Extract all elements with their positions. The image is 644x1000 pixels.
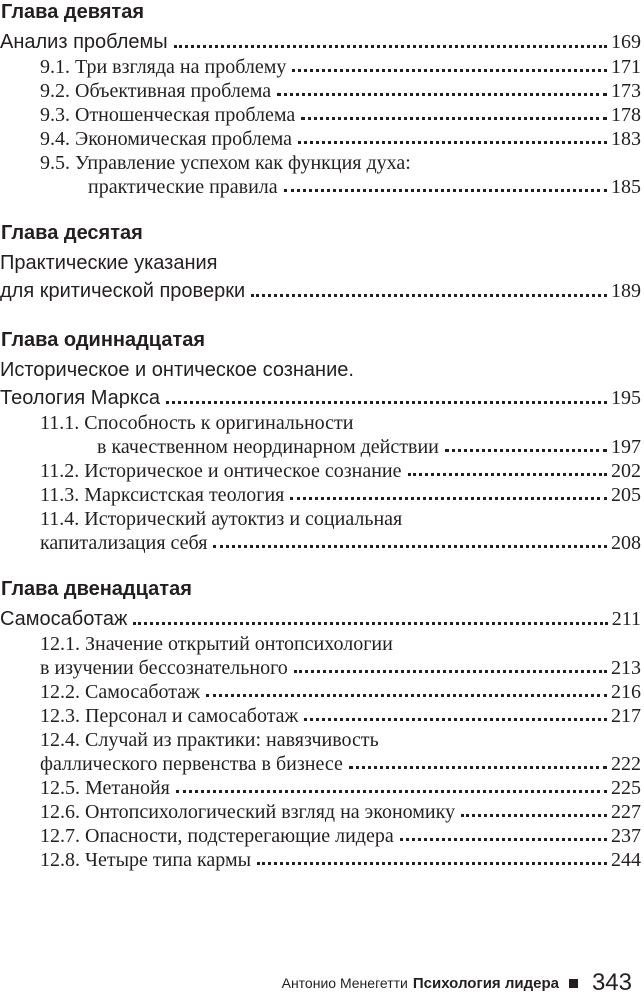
leader-dots (301, 117, 607, 120)
toc-entry-line (0, 150, 641, 174)
entry-title: Анализ проблемы (0, 31, 168, 53)
chapter-heading: Глава девятая (1, 1, 144, 23)
toc-entry (0, 458, 641, 482)
entry-title-continued: фаллического первенства в бизнесе (40, 753, 343, 775)
entry-title: Практические указания (0, 252, 218, 274)
chapter-heading: Глава одиннадцатая (1, 329, 206, 351)
leader-dots (292, 69, 607, 72)
entry-title: Самосаботаж (0, 608, 128, 630)
toc-entry (0, 174, 641, 198)
footer-book-title: Психология лидера (412, 974, 559, 992)
toc-entry (0, 26, 641, 54)
entry-page: 227 (611, 801, 641, 823)
leader-dots (445, 449, 607, 452)
toc-entry-line (0, 410, 641, 434)
entry-page: 222 (611, 753, 641, 775)
toc-entry (0, 799, 641, 823)
entry-title: 12.8. Четыре типа кармы (40, 849, 252, 871)
leader-dots (408, 473, 607, 476)
entry-page: 183 (611, 128, 641, 150)
page-footer (282, 966, 632, 1000)
leader-dots (133, 622, 607, 625)
entry-page: 202 (611, 460, 641, 482)
entry-title: 9.1. Три взгляда на проблему (40, 56, 287, 78)
entry-page: 169 (611, 31, 641, 53)
entry-title: 11.2. Историческое и онтическое сознание (40, 460, 402, 482)
entry-title: 11.3. Марксистская теология (40, 484, 285, 506)
entry-page: 189 (611, 280, 641, 302)
leader-dots (257, 862, 607, 865)
entry-page: 211 (611, 608, 641, 630)
entry-page: 237 (611, 825, 641, 847)
toc-entry (0, 679, 641, 703)
separator-square-icon (569, 979, 578, 988)
entry-page: 178 (611, 104, 641, 126)
toc-entry-line (0, 506, 641, 530)
entry-title: 11.4. Исторический аутоктиз и социальная (40, 508, 403, 530)
toc-entry (0, 530, 641, 554)
leader-dots (174, 45, 607, 48)
entry-page: 217 (611, 705, 641, 727)
entry-title-continued: в изучении бессознательного (40, 657, 288, 679)
entry-title-continued: для критической проверки (0, 280, 246, 302)
entry-page: 185 (611, 176, 641, 198)
entry-title: 9.4. Экономическая проблема (40, 128, 293, 150)
toc-entry (0, 382, 641, 410)
toc-entry-line (0, 631, 641, 655)
leader-dots (251, 294, 607, 297)
chapter-12 (0, 577, 644, 871)
entry-page: 244 (611, 849, 641, 871)
entry-title: 12.6. Онтопсихологический взгляд на экономику (40, 801, 456, 823)
leader-dots (349, 766, 607, 769)
chapter-9 (0, 0, 644, 198)
toc-entry (0, 775, 641, 799)
entry-title: 9.2. Объективная проблема (40, 80, 272, 102)
leader-dots (166, 401, 607, 404)
entry-title-continued: Теология Маркса (0, 387, 160, 409)
toc-entry (0, 78, 641, 102)
leader-dots (290, 497, 607, 500)
entry-title: 11.1. Способность к оригинальности (40, 412, 354, 434)
entry-title: 12.2. Самосаботаж (40, 681, 200, 703)
toc-entry-line (0, 727, 641, 751)
leader-dots (294, 670, 607, 673)
toc-entry (0, 603, 641, 631)
toc-entry (0, 655, 641, 679)
leader-dots (400, 838, 607, 841)
entry-title: Историческое и онтическое сознание. (0, 359, 354, 381)
entry-page: 213 (611, 657, 641, 679)
entry-title: 12.3. Персонал и самосаботаж (40, 705, 299, 727)
entry-title: 9.3. Отношенческая проблема (40, 104, 296, 126)
leader-dots (298, 141, 607, 144)
entry-page: 197 (611, 436, 641, 458)
leader-dots (461, 814, 607, 817)
chapter-heading: Глава двенадцатая (1, 578, 192, 600)
leader-dots (206, 694, 607, 697)
leader-dots (213, 545, 607, 548)
toc-entry (0, 434, 641, 458)
toc-entry (0, 823, 641, 847)
toc-entry (0, 54, 641, 78)
leader-dots (304, 718, 607, 721)
leader-dots (277, 93, 607, 96)
leader-dots (176, 790, 607, 793)
entry-page: 208 (611, 532, 641, 554)
chapter-11 (0, 328, 644, 554)
chapter-heading: Глава десятая (1, 222, 143, 244)
entry-title-continued: капитализация себя (40, 532, 208, 554)
chapter-10 (0, 221, 644, 303)
toc-entry (0, 751, 641, 775)
page-number: 343 (591, 969, 632, 996)
entry-title: 12.7. Опасности, подстерегающие лидера (40, 825, 394, 847)
entry-title: 9.5. Управление успехом как функция духа: (40, 152, 411, 174)
toc-entry (0, 102, 641, 126)
entry-title: 12.1. Значение открытий онтопсихологии (40, 633, 393, 655)
toc-entry (0, 703, 641, 727)
toc-entry (0, 275, 641, 303)
entry-page: 216 (611, 681, 641, 703)
toc-entry (0, 482, 641, 506)
entry-page: 205 (611, 484, 641, 506)
toc-entry (0, 847, 641, 871)
entry-title-continued: практические правила (88, 176, 278, 198)
toc-entry (0, 126, 641, 150)
footer-author: Антонио Менегетти (281, 975, 408, 991)
entry-title: 12.5. Метанойя (40, 777, 170, 799)
entry-page: 195 (611, 387, 641, 409)
entry-page: 225 (611, 777, 641, 799)
entry-title-continued: в качественном неординарном действии (97, 436, 439, 458)
entry-page: 171 (611, 56, 641, 78)
entry-page: 173 (611, 80, 641, 102)
entry-title: 12.4. Случай из практики: навязчивость (40, 729, 379, 751)
toc-entry-line (0, 354, 641, 382)
leader-dots (284, 189, 607, 192)
toc-entry-line (0, 247, 641, 275)
